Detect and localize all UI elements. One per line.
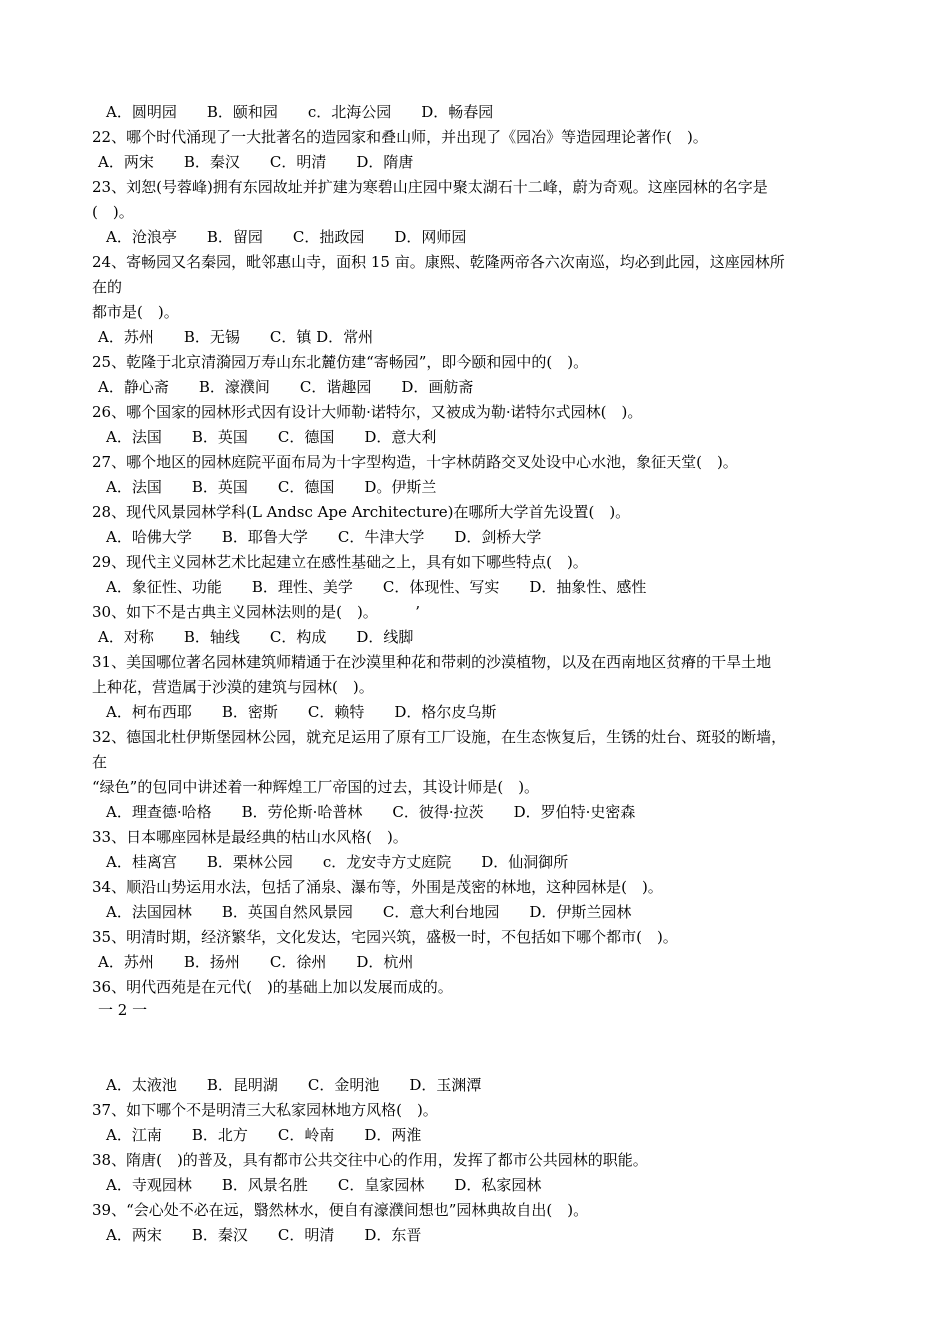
question-text-line: “绿色”的包同中讲述着一种辉煌工厂帝国的过去，其设计师是( )。 bbox=[92, 778, 540, 796]
question-text-line: 22、哪个时代涌现了一大批著名的造园家和叠山师，并出现了《园冶》等造园理论著作( )。 bbox=[92, 128, 708, 146]
question-text-line: 28、现代风景园林学科(L Andsc Ape Architecture)在哪所大学首先设置( )。 bbox=[92, 503, 631, 521]
answer-options-line: A．柯布西耶 B．密斯 C．赖特 D．格尔皮乌斯 bbox=[106, 703, 497, 721]
question-text-line: 在 bbox=[92, 753, 108, 771]
answer-options-line: A．苏州 B．扬州 C．徐州 D．杭州 bbox=[98, 953, 414, 971]
answer-options-line: A．哈佛大学 B．耶鲁大学 C．牛津大学 D．剑桥大学 bbox=[106, 528, 542, 546]
answer-options-line: A．法国 B．英国 C．德国 D。伊斯兰 bbox=[106, 478, 437, 496]
question-text-line: 35、明清时期，经济繁华，文化发达，宅园兴筑，盛极一时，不包括如下哪个都市( )。 bbox=[92, 928, 678, 946]
question-text-line: 27、哪个地区的园林庭院平面布局为十字型构造，十字林荫路交叉处设中心水池，象征天堂( )。 bbox=[92, 453, 738, 471]
answer-options-line: A．对称 B．轴线 C．构成 D．线脚 bbox=[98, 628, 414, 646]
question-text-line: 23、刘恕(号蓉峰)拥有东园故址并扩建为寒碧山庄园中聚太湖石十二峰，蔚为奇观。这座园林的名字是 bbox=[92, 178, 768, 196]
question-text-line: 上种花，营造属于沙漠的建筑与园林( )。 bbox=[92, 678, 374, 696]
answer-options-line: A．法国 B．英国 C．德国 D．意大利 bbox=[106, 428, 437, 446]
question-text-line: 26、哪个国家的园林形式因有设计大师勒·诺特尔，又被成为勒·诺特尔式园林( )。 bbox=[92, 403, 643, 421]
question-text-line: 都市是( )。 bbox=[92, 303, 179, 321]
question-text-line: 25、乾隆于北京清漪园万寿山东北麓仿建“寄畅园”，即今颐和园中的( )。 bbox=[92, 353, 589, 371]
question-text-line: 36、明代西苑是在元代( )的基础上加以发展而成的。 bbox=[92, 978, 453, 996]
answer-options-line: A．象征性、功能 B．理性、美学 C．体现性、写实 D．抽象性、感性 bbox=[106, 578, 647, 596]
question-text-line: 24、寄畅园又名秦园，毗邻惠山寺，面积 15 亩。康熙、乾隆两帝各六次南巡，均必到此园，这座园林所 bbox=[92, 253, 785, 271]
answer-options-line: A．理查德·哈格 B．劳伦斯·哈普林 C．彼得·拉茨 D．罗伯特·史密森 bbox=[106, 803, 636, 821]
answer-options-line: A．两宋 B．秦汉 C．明清 D．隋唐 bbox=[98, 153, 414, 171]
question-text-line: 32、德国北杜伊斯堡园林公园，就充足运用了原有工厂设施，在生态恢复后，生锈的灶台、斑驳的断墙， bbox=[92, 728, 787, 746]
question-text-line: 38、隋唐( )的普及，具有都市公共交往中心的作用，发挥了都市公共园林的职能。 bbox=[92, 1151, 648, 1169]
answer-options-line: A．沧浪亭 B．留园 C．拙政园 D．网师园 bbox=[106, 228, 467, 246]
question-text-line: 在的 bbox=[92, 278, 123, 296]
answer-options-line: A．寺观园林 B．风景名胜 C．皇家园林 D．私家园林 bbox=[106, 1176, 542, 1194]
question-text-line: 37、如下哪个不是明清三大私家园林地方风格( )。 bbox=[92, 1101, 438, 1119]
answer-options-line: A．静心斋 B．濠濮间 C．谐趣园 D．画舫斋 bbox=[98, 378, 474, 396]
question-text-line: 34、顺沿山势运用水法，包括了涌泉、瀑布等，外围是茂密的林地，这种园林是( )。 bbox=[92, 878, 663, 896]
answer-options-line: A．圆明园 B．颐和园 c．北海公园 D．畅春园 bbox=[106, 103, 494, 121]
page-number: 一 2 一 bbox=[98, 1001, 148, 1019]
question-text-line: 33、日本哪座园林是最经典的枯山水风格( )。 bbox=[92, 828, 408, 846]
question-text-line: ( )。 bbox=[92, 203, 134, 221]
answer-options-line: A．江南 B．北方 C．岭南 D．两淮 bbox=[106, 1126, 422, 1144]
question-text-line: 31、美国哪位著名园林建筑师精通于在沙漠里种花和带刺的沙漠植物，以及在西南地区贫瘠的干旱土地 bbox=[92, 653, 772, 671]
question-text-line: 39、“会心处不必在远，翳然林水，便自有濠濮间想也”园林典故自出( )。 bbox=[92, 1201, 589, 1219]
answer-options-line: A．桂离宫 B．栗林公园 c．龙安寺方丈庭院 D．仙洞御所 bbox=[106, 853, 569, 871]
question-text-line: 30、如下不是古典主义园林法则的是( )。 ’ bbox=[92, 603, 421, 621]
answer-options-line: A．太液池 B．昆明湖 C．金明池 D．玉渊潭 bbox=[106, 1076, 482, 1094]
answer-options-line: A．苏州 B．无锡 C．镇 D．常州 bbox=[98, 328, 374, 346]
answer-options-line: A．法国园林 B．英国自然风景园 C．意大利台地园 D．伊斯兰园林 bbox=[106, 903, 632, 921]
question-text-line: 29、现代主义园林艺术比起建立在感性基础之上，具有如下哪些特点( )。 bbox=[92, 553, 588, 571]
answer-options-line: A．两宋 B．秦汉 C．明清 D．东晋 bbox=[106, 1226, 422, 1244]
